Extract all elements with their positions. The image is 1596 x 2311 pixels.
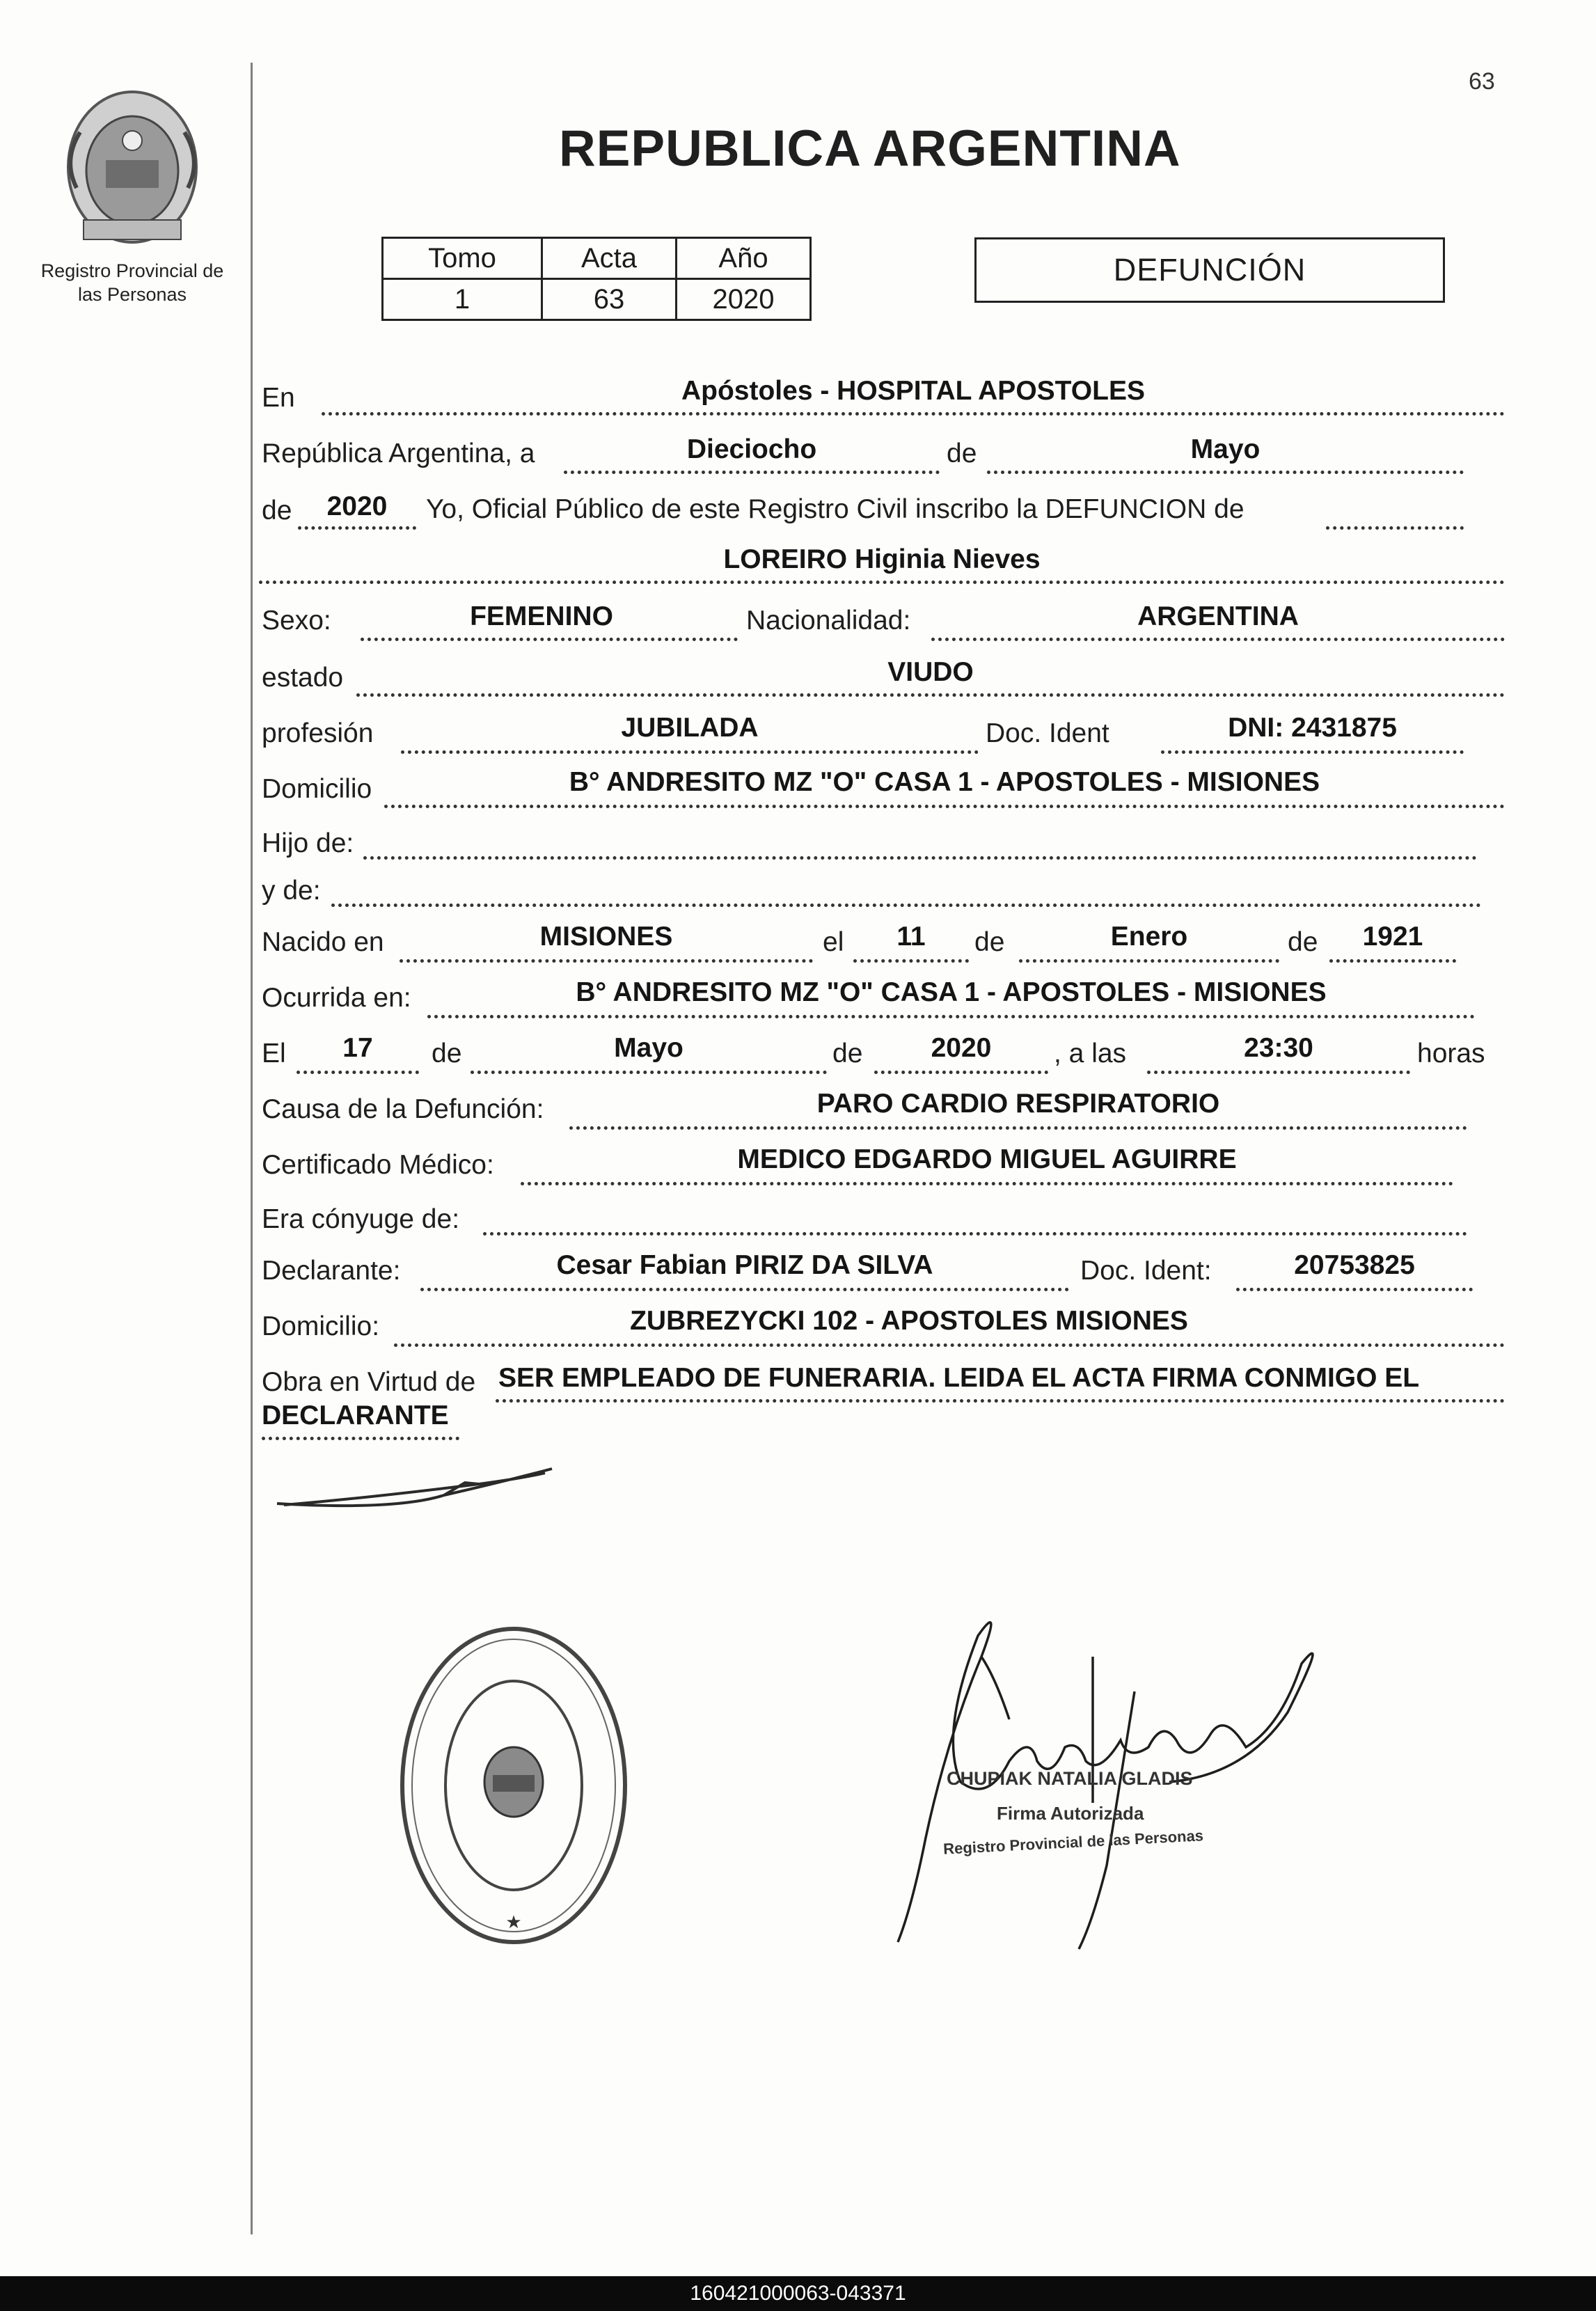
nacido-anio: 1921: [1362, 922, 1423, 952]
ocurrida-label: Ocurrida en:: [262, 983, 411, 1013]
dotted-line: [356, 693, 1505, 697]
certificado-label: Certificado Médico:: [262, 1150, 494, 1180]
republica-label: República Argentina, a: [262, 439, 535, 468]
nacido-label: Nacido en: [262, 927, 384, 957]
declarante-label: Declarante:: [262, 1256, 401, 1286]
nacido-dia: 11: [896, 922, 926, 952]
dotted-line: [361, 638, 738, 641]
obra-label: Obra en Virtud de: [262, 1367, 476, 1397]
dotted-line: [1147, 1071, 1410, 1074]
dotted-line: [471, 1071, 827, 1074]
place-of-record: Apóstoles - HOSPITAL APOSTOLES: [681, 376, 1145, 406]
dotted-line: [1236, 1288, 1473, 1291]
causa-label: Causa de la Defunción:: [262, 1094, 544, 1124]
dotted-line: [1329, 959, 1456, 963]
el-label: el: [823, 927, 844, 957]
inscribe-statement: Yo, Oficial Público de este Registro Civil inscribo la DEFUNCION de: [426, 494, 1245, 524]
registry-caption: Registro Provincial de las Personas: [40, 260, 224, 305]
record-month: Mayo: [1190, 434, 1261, 464]
declarante-value: Cesar Fabian PIRIZ DA SILVA: [556, 1250, 933, 1280]
yde-label: y de:: [262, 876, 321, 906]
obra-value-continued: DECLARANTE: [262, 1401, 449, 1430]
dotted-line: [297, 1071, 419, 1074]
dotted-line: [420, 1288, 1069, 1291]
record-table: [381, 237, 812, 321]
estado-label: estado: [262, 663, 344, 693]
dotted-line: [259, 581, 1505, 584]
de-label: de: [262, 496, 292, 526]
record-day: Dieciocho: [686, 434, 817, 464]
de-label: de: [1288, 927, 1318, 957]
sexo-label: Sexo:: [262, 606, 331, 636]
dotted-line: [987, 471, 1464, 474]
declarant-signature-icon: [270, 1462, 562, 1517]
doc-ident-value: DNI: 2431875: [1228, 713, 1397, 743]
dotted-line: [401, 750, 979, 754]
dotted-line: [496, 1399, 1505, 1403]
dotted-line: [427, 1015, 1475, 1018]
horas-label: horas: [1417, 1039, 1485, 1068]
dotted-line: [521, 1182, 1453, 1185]
profesion-label: profesión: [262, 718, 374, 748]
declarante-doc-value: 20753825: [1294, 1250, 1415, 1280]
nacionalidad-value: ARGENTINA: [1137, 601, 1299, 631]
dotted-line: [483, 1232, 1467, 1236]
dotted-line: [394, 1343, 1505, 1347]
declarante-doc-label: Doc. Ident:: [1080, 1256, 1212, 1286]
domicilio2-label: Domicilio:: [262, 1311, 380, 1341]
page-number: 63: [1469, 68, 1495, 95]
en-label: En: [262, 383, 295, 413]
record-table-value-row: [383, 279, 811, 320]
hijo-label: Hijo de:: [262, 828, 354, 858]
fallecimiento-mes: Mayo: [614, 1033, 684, 1063]
de-label: de: [947, 439, 977, 468]
dotted-line: [874, 1071, 1048, 1074]
svg-text:★: ★: [505, 1912, 522, 1933]
dotted-line: [331, 904, 1481, 907]
el-label: El: [262, 1039, 286, 1068]
record-type-box: DEFUNCIÓN: [974, 237, 1445, 303]
domicilio-label: Domicilio: [262, 774, 372, 804]
dotted-line: [1161, 750, 1464, 754]
fallecimiento-hora: 23:30: [1244, 1033, 1313, 1063]
dotted-line: [384, 805, 1505, 808]
conyuge-label: Era cónyuge de:: [262, 1204, 460, 1234]
nacido-mes: Enero: [1110, 922, 1188, 952]
obra-value: SER EMPLEADO DE FUNERARIA. LEIDA EL ACTA FIRMA CONMIGO EL: [498, 1363, 1420, 1393]
sexo-value: FEMENINO: [470, 601, 613, 631]
record-table-cell: 2020: [677, 279, 811, 320]
margin-line: [251, 63, 253, 2234]
dotted-line: [1019, 959, 1279, 963]
document-title: REPUBLICA ARGENTINA: [559, 120, 1181, 177]
dotted-line: [298, 526, 416, 530]
de-label: de: [974, 927, 1005, 957]
barcode-number: 160421000063-043371: [690, 2282, 906, 2305]
de-label: de: [432, 1039, 462, 1068]
dotted-line: [1326, 526, 1464, 530]
official-role: Firma Autorizada: [997, 1803, 1144, 1824]
dotted-line: [400, 959, 813, 963]
doc-ident-label: Doc. Ident: [986, 718, 1109, 748]
nacido-lugar: MISIONES: [539, 922, 673, 952]
ocurrida-value: B° ANDRESITO MZ "O" CASA 1 - APOSTOLES - MISIONES: [576, 977, 1327, 1007]
domicilio2-value: ZUBREZYCKI 102 - APOSTOLES MISIONES: [630, 1306, 1188, 1336]
dotted-line: [363, 856, 1477, 860]
domicilio-value: B° ANDRESITO MZ "O" CASA 1 - APOSTOLES - MISIONES: [569, 767, 1320, 797]
fallecimiento-dia: 17: [342, 1033, 373, 1063]
fallecimiento-anio: 2020: [931, 1033, 992, 1063]
record-table-header-row: [383, 238, 811, 279]
causa-value: PARO CARDIO RESPIRATORIO: [816, 1089, 1220, 1119]
record-year: 2020: [326, 491, 388, 521]
dotted-line: [564, 471, 940, 474]
record-table-header: Tomo: [383, 238, 542, 279]
record-table-header: Año: [677, 238, 811, 279]
dotted-line: [322, 412, 1505, 416]
estado-value: VIUDO: [887, 657, 974, 687]
record-table-cell: 1: [383, 279, 542, 320]
profesion-value: JUBILADA: [621, 713, 759, 743]
dotted-line: [853, 959, 969, 963]
record-table-header: Acta: [542, 238, 677, 279]
record-table-cell: 63: [542, 279, 677, 320]
dotted-line: [569, 1126, 1467, 1130]
dotted-line: [931, 638, 1505, 641]
certificado-value: MEDICO EDGARDO MIGUEL AGUIRRE: [737, 1144, 1237, 1174]
nacionalidad-label: Nacionalidad:: [746, 606, 911, 636]
dotted-line: [262, 1437, 459, 1440]
alas-label: , a las: [1054, 1039, 1127, 1068]
official-name: CHUPIAK NATALIA GLADIS: [947, 1768, 1193, 1789]
deceased-name: LOREIRO Higinia Nieves: [723, 544, 1041, 574]
de-label: de: [832, 1039, 863, 1068]
official-stamp-icon: [395, 1622, 632, 1949]
provincial-emblem-icon: [56, 84, 209, 251]
official-office: Registro Provincial de las Personas: [942, 1827, 1204, 1858]
